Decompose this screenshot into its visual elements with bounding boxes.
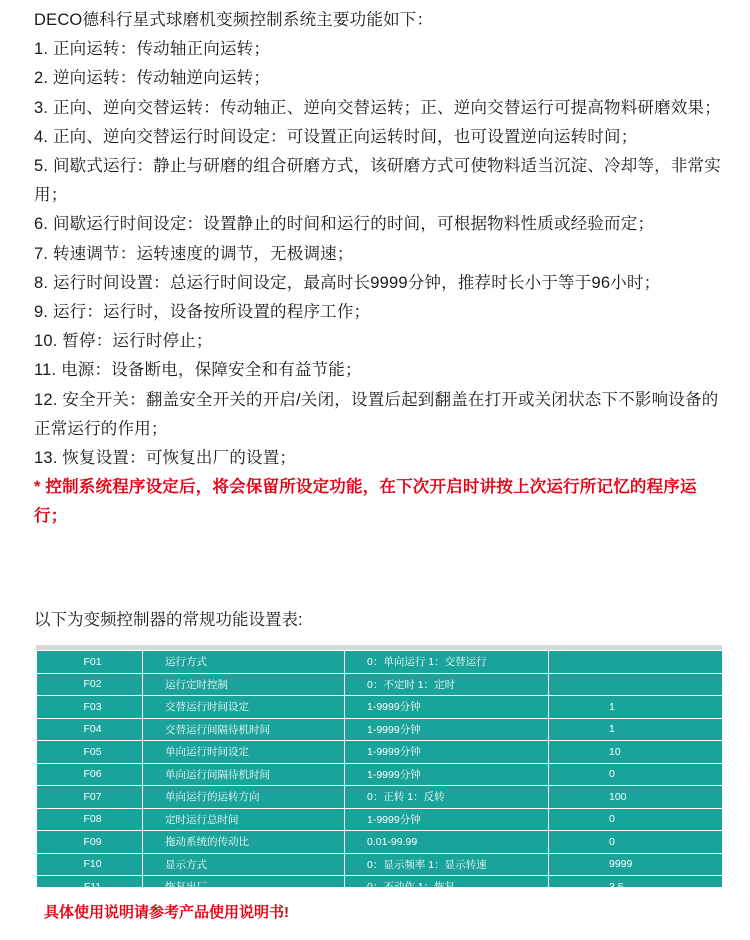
param-name: 交替运行间隔待机时间	[143, 718, 345, 741]
settings-table	[36, 650, 723, 899]
param-code: F06	[37, 763, 143, 786]
param-code: F03	[37, 696, 143, 719]
param-name: 定时运行总时间	[143, 808, 345, 831]
param-code: F09	[37, 831, 143, 854]
param-name: 交替运行时间设定	[143, 696, 345, 719]
param-range: 1-9999分钟	[345, 718, 549, 741]
param-value: 0	[549, 763, 723, 786]
table-row	[37, 786, 723, 809]
param-code: F05	[37, 741, 143, 764]
param-range: 0：不动作 1：恢复	[345, 876, 549, 899]
param-value: 9999	[549, 853, 723, 876]
param-code: F02	[37, 673, 143, 696]
param-range: 0：正转 1：反转	[345, 786, 549, 809]
memory-note: * 控制系统程序设定后，将会保留所设定功能，在下次开启时讲按上次运行所记忆的程序运行；	[34, 478, 697, 526]
table-row	[37, 718, 723, 741]
table-row	[37, 831, 723, 854]
param-value: 100	[549, 786, 723, 809]
function-item: 11. 电源：设备断电，保障安全和有益节能；	[34, 361, 362, 380]
table-row	[37, 763, 723, 786]
param-name: 显示方式	[143, 853, 345, 876]
table-row	[37, 651, 723, 674]
param-range: 0.01-99.99	[345, 831, 549, 854]
function-item: 3. 正向、逆向交替运转：传动轴正、逆向交替运转；正、逆向交替运行可提高物料研磨效果；	[34, 98, 721, 117]
param-range: 1-9999分钟	[345, 808, 549, 831]
param-value: 1	[549, 718, 723, 741]
param-name: 运行方式	[143, 651, 345, 674]
param-value: 0	[549, 831, 723, 854]
param-value	[549, 651, 723, 674]
param-name: 单向运行时间设定	[143, 741, 345, 764]
function-item: 12. 安全开关：翻盖安全开关的开启/关闭，设置后起到翻盖在打开或关闭状态下不影响设备的正常运行的作用；	[34, 390, 719, 438]
param-code: F08	[37, 808, 143, 831]
param-code: F01	[37, 651, 143, 674]
param-name: 拖动系统的传动比	[143, 831, 345, 854]
function-item: 8. 运行时间设置：总运行时间设定，最高时长9999分钟，推荐时长小于等于96小时；	[34, 273, 661, 292]
table-row	[37, 853, 723, 876]
param-code: F11	[37, 876, 143, 899]
param-value: 0	[549, 808, 723, 831]
function-item: 1. 正向运转：传动轴正向运转；	[34, 40, 271, 59]
function-item: 2. 逆向运转：传动轴逆向运转；	[34, 69, 271, 88]
param-name: 单向运行间隔待机时间	[143, 763, 345, 786]
param-range: 1-9999分钟	[345, 741, 549, 764]
param-code: F10	[37, 853, 143, 876]
param-range: 0：单向运行 1：交替运行	[345, 651, 549, 674]
param-code: F04	[37, 718, 143, 741]
param-range: 0：显示频率 1：显示转速	[345, 853, 549, 876]
table-row	[37, 696, 723, 719]
param-value: 1	[549, 696, 723, 719]
table-heading: 以下为变频控制器的常规功能设置表:	[34, 611, 303, 629]
param-name: 单向运行的运转方向	[143, 786, 345, 809]
manual-reference-note: 具体使用说明请参考产品使用说明书!	[44, 904, 289, 921]
param-name: 恢复出厂	[143, 876, 345, 899]
table-row	[37, 741, 723, 764]
param-value: 10	[549, 741, 723, 764]
function-item: 9. 运行：运行时，设备按所设置的程序工作；	[34, 303, 371, 322]
function-list-heading: DECO德科行星式球磨机变频控制系统主要功能如下：	[34, 11, 434, 29]
function-list	[34, 6, 724, 532]
table-row	[37, 673, 723, 696]
function-item: 6. 间歇运行时间设定：设置静止的时间和运行的时间，可根据物料性质或经验而定；	[34, 215, 655, 234]
function-item: 10. 暂停：运行时停止；	[34, 332, 213, 351]
param-code: F07	[37, 786, 143, 809]
param-range: 0：不定时 1：定时	[345, 673, 549, 696]
function-item: 7. 转速调节：运转速度的调节，无极调速；	[34, 244, 354, 263]
param-range: 1-9999分钟	[345, 763, 549, 786]
function-item: 5. 间歇式运行：静止与研磨的组合研磨方式，该研磨方式可使物料适当沉淀、冷却等，非常实用；	[34, 157, 721, 205]
param-range: 1-9999分钟	[345, 696, 549, 719]
table-row	[37, 876, 723, 899]
settings-table-frame	[36, 645, 722, 894]
function-item: 4. 正向、逆向交替运行时间设定：可设置正向运转时间，也可设置逆向运转时间；	[34, 127, 638, 146]
table-row	[37, 808, 723, 831]
param-value: 3.5	[549, 876, 723, 899]
function-item: 13. 恢复设置：可恢复出厂的设置；	[34, 449, 297, 468]
param-name: 运行定时控制	[143, 673, 345, 696]
param-value	[549, 673, 723, 696]
